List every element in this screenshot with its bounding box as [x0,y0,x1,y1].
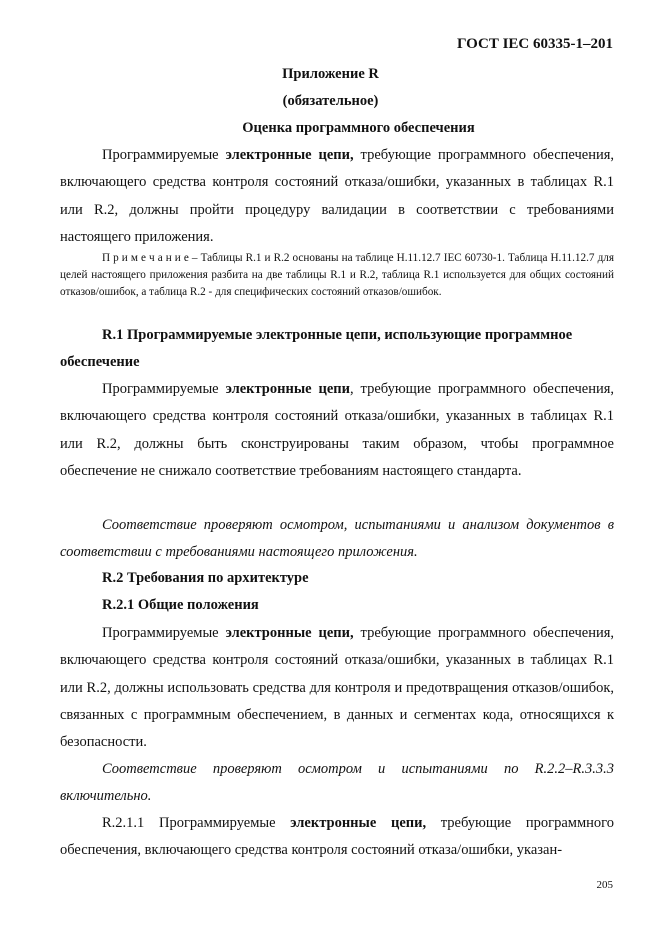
section-r1-heading: R.1 Программируемые электронные цепи, использующие программное обеспечение [60,327,573,371]
note-paragraph [60,250,614,302]
text-run: требующие программного обеспечения, включающего средства контроля состояний отказа/ошибки, указанных в таблицах R.1 или R.2, должны использовать средства для контроля и предотвращения отказов/ошибок, связанных с программным обеспечением, в данных и сегментах кода, относящихся к безопасности. [60,625,615,751]
section-r1-compliance: Соответствие проверяют осмотром, испытаниями и анализом документов в соответствии с требованиями настоящего приложения. [60,517,614,561]
defined-term: электронные цепи, [225,147,354,163]
intro-paragraph [60,142,614,251]
section-r21-compliance: Соответствие проверяют осмотром и испытаниями по R.2.2–R.3.3.3 включительно. [60,761,614,805]
text-run: , требующие программного обеспечения, включающего средства контроля состояний отказа/ошибки, указанных в таблицах R.1 или R.2, должны быть сконструированы таким образом, чтобы программное обеспечение не снижало соответствие требованиям настоящего стандарта. [60,381,615,479]
text-run: Программируемые [102,147,226,163]
annex-status: (обязательное) [282,93,379,109]
defined-term: электронные цепи [225,381,350,397]
document-code-header: ГОСТ IEC 60335-1–201 [456,36,613,52]
page-number: 205 [596,879,613,891]
annex-title: Приложение R [282,66,379,82]
section-r2-heading: R.2 Требования по архитектуре [102,570,309,586]
text-run: требующие программного обеспечения, включающего средства контроля состояний отказа/ошибки, указан- [60,815,615,859]
section-r21-heading: R.2.1 Общие положения [102,597,259,613]
text-run: Программируемые [102,625,226,641]
section-r21-paragraph [60,620,614,756]
text-run: требующие программного обеспечения, включающего средства контроля состояний отказа/ошибки, указанных в таблицах R.1 или R.2, должны пройти процедуру валидации в соответствии с требованиями настоящего приложения. [60,147,615,245]
annex-subject: Оценка программного обеспечения [242,120,475,136]
note-text: – Таблицы R.1 и R.2 основаны на таблице H.11.12.7 IEC 60730-1. Таблица H.11.12.7 для целей настоящего приложения разбита на две таблицы R.1 и R.2, таблица R.1 используется для общих состояний отказов/ошибок, а таблица R.2 - для специфических состояний отказов/ошибок. [60,252,614,299]
section-r1-paragraph [60,376,614,485]
note-label: П р и м е ч а н и е [102,252,189,264]
section-r211-paragraph [60,810,614,865]
text-run: Программируемые [102,381,226,397]
defined-term: электронные цепи, [225,625,354,641]
defined-term: электронные цепи, [290,815,427,831]
text-run: R.2.1.1 Программируемые [102,815,291,831]
